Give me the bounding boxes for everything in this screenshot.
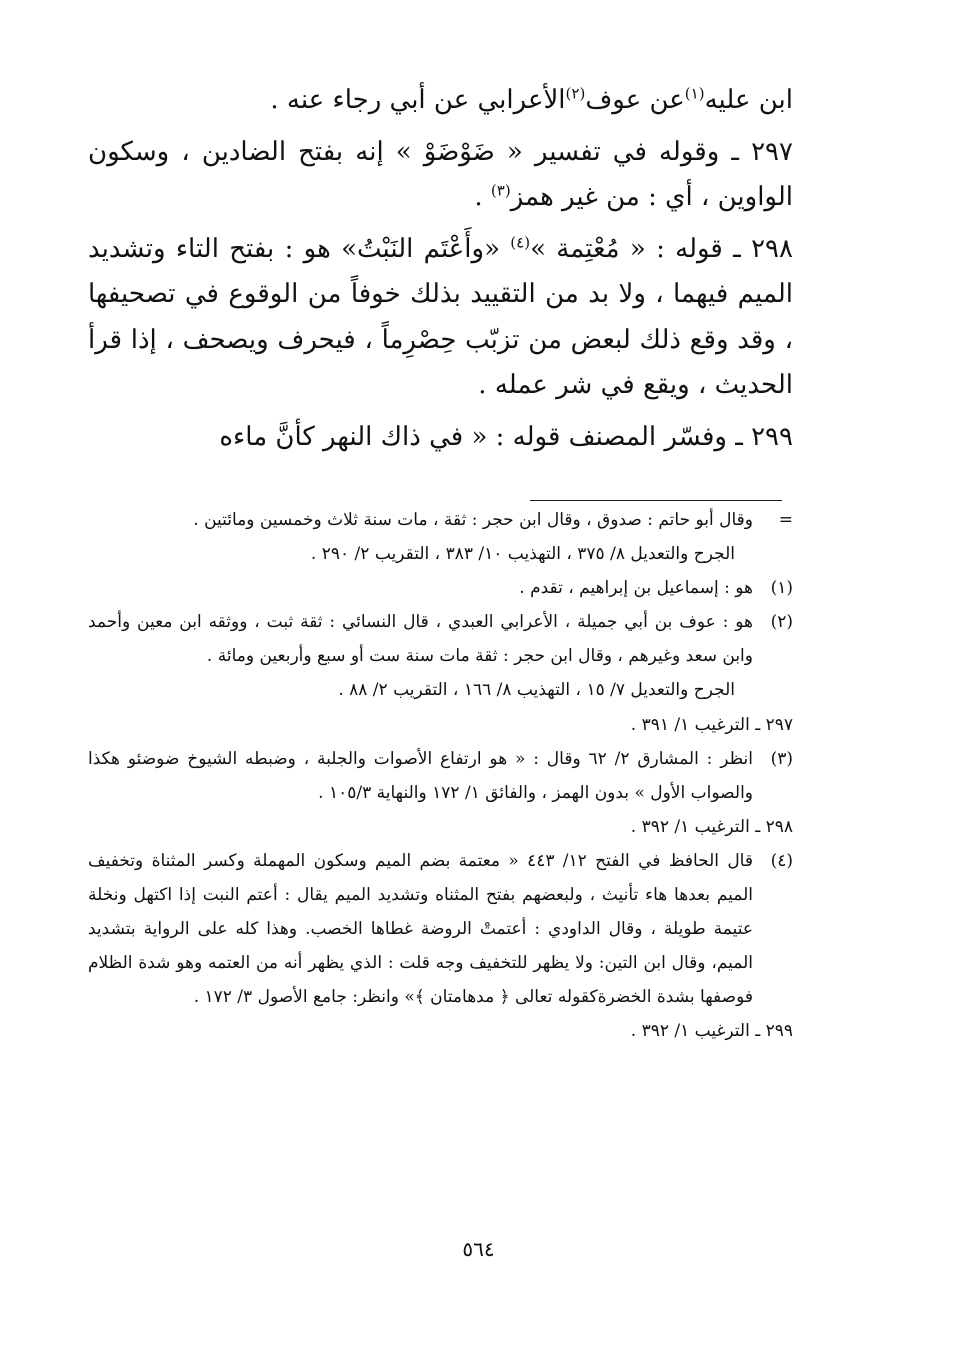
reference-297: ٢٩٧ ـ الترغيب ١/ ٣٩١ . (630, 714, 793, 735)
footnote-body (88, 844, 753, 1014)
reference-298: ٢٩٨ ـ الترغيب ١/ ٣٩٢ . (630, 816, 793, 837)
footnote-text: انظر : المشارق ٢/ ٦٢ وقال : « هو ارتفاع الأصوات والجلبة ، وضبطه الشيوخ ضوضئو هكذا والصواب الأول » بدون الهمز ، والفائق ١/ ١٧٢ والنهاية ١٠٥/٣ . (88, 748, 753, 803)
footnote-body (88, 503, 753, 571)
footnote-ref-2: (٢) (565, 84, 586, 103)
footnote-text: هو : عوف بن أبي جميلة ، الأعرابي العبدي ، قال النسائي : ثقة ثبت ، ووثقه ابن معين وأحمد وابن سعد وغيرهم ، وقال ابن حجر : ثقة مات سنة ست أو سبع وأربعين ومائة . (88, 612, 753, 667)
footnote-text: هو : إسماعيل بن إبراهيم ، تقدم . (519, 578, 753, 599)
paragraph-text: ٢٩٧ ـ وقوله في تفسير « ضَوْضَوْ » إنه بفتح الضادين ، وسكون الواوين ، أي : من غير همز (88, 136, 793, 212)
footnote-mark: (٢) (770, 612, 793, 633)
footnote-mark: (٤) (770, 850, 793, 871)
footnote-body (88, 571, 753, 605)
footnote-mark: (٣) (770, 748, 793, 769)
footnote-1 (88, 571, 793, 605)
paragraph-298 (88, 227, 793, 409)
footnote-text: قال الحافظ في الفتح ١٢/ ٤٤٣ « معتمة بضم الميم وسكون المهملة وكسر المثناة وتخفيف الميم بعدها هاء تأنيث ، ولبعضهم بفتح المثناه وتشديد الميم يقال : أعتم النبت إذا اكتهل ونخلة عتيمة طويلة ، وقال الداودي : أعتمتْ الروضة غطاها الخصب. وهذا كله على الرواية بتشديد الميم، وقال ابن التين: ولا يظهر للتخفيف وجه قلت : الذي يظهر أنه من العتمه وهو شدة الظلام فوصفها بشدة الخضرةكقوله تعالى ﴿ مدهامتان ﴾» وانظر: جامع الأصول ٣/ ١٧٢ . (88, 850, 753, 1008)
footnote-separator (530, 500, 782, 501)
main-text (88, 78, 793, 466)
footnote-2 (88, 605, 793, 707)
paragraph-text: «وأَعْتَم النَبْتُ» هو : بفتح التاء وتشديد الميم فيهما ، ولا بد من التقييد بذلك خوفاً من الوقوع في تصحيفها ، وقد وقع ذلك لبعض من تزبّب حِصْرِماً ، فيحرف ويصحف ، إذا قرأ الحديث ، ويقع في شر عمله . (88, 233, 793, 400)
footnote-source: الجرح والتعديل ٧/ ١٥ ، التهذيب ٨/ ١٦٦ ، التقريب ٢/ ٨٨ . (338, 680, 735, 701)
footnote-ref-3: (٣) (490, 181, 511, 200)
text-segment: عن عوف (585, 85, 685, 115)
footnote-ref-1: (١) (684, 84, 705, 103)
text-segment: ابن عليه (704, 85, 793, 115)
footnote-mark: = (778, 510, 793, 530)
footnotes (88, 503, 793, 1049)
paragraph-text: ٢٩٩ ـ وفسّر المصنف قوله : « في ذاك النهر كأنَّ ماءه (219, 421, 793, 452)
footnote-text: وقال أبو حاتم : صدوق ، وقال ابن حجر : ثقة ، مات سنة ثلاث وخمسين ومائتين . (193, 510, 753, 530)
footnote-body (88, 742, 753, 810)
footnote-body (88, 605, 753, 707)
text-segment: . (474, 182, 491, 212)
continuation-line (88, 78, 793, 124)
paragraph-text: ٢٩٨ ـ قوله : « مُعْتِمة » (530, 233, 793, 264)
footnote-continuation (88, 503, 793, 571)
paragraph-297 (88, 130, 793, 221)
footnote-4 (88, 844, 793, 1014)
footnote-3 (88, 742, 793, 810)
footnote-ref-4: (٤) (510, 232, 531, 251)
footnote-source: الجرح والتعديل ٨/ ٣٧٥ ، التهذيب ١٠/ ٣٨٣ ، التقريب ٢/ ٢٩٠ . (310, 544, 735, 565)
page-number: ٥٦٤ (462, 1237, 495, 1261)
footnote-mark: (١) (770, 578, 793, 599)
paragraph-299 (88, 415, 793, 461)
reference-299: ٢٩٩ ـ الترغيب ١/ ٣٩٢ . (630, 1021, 793, 1042)
text-segment: الأعرابي عن أبي رجاء عنه . (270, 85, 566, 115)
